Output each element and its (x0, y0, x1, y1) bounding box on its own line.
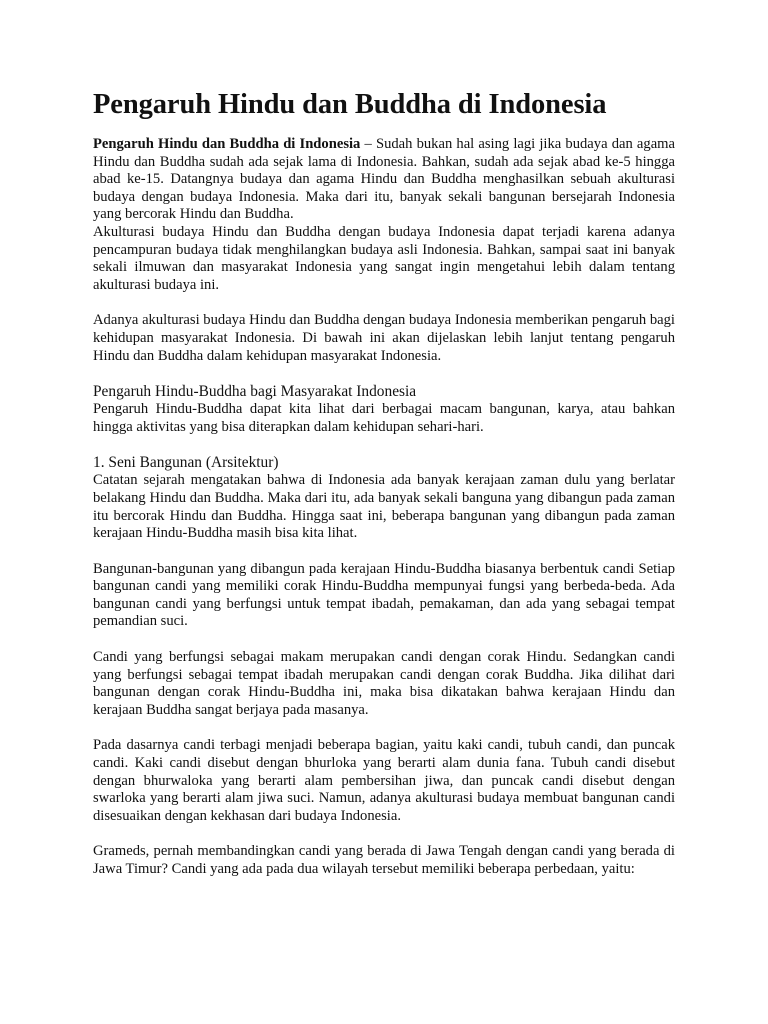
bangunan-paragraph: Bangunan-bangunan yang dibangun pada kerajaan Hindu-Buddha biasanya berbentuk candi Setiap bangunan candi yang memiliki corak Hindu-Buddha mempunyai fungsi yang berbeda-beda. Ada bangunan candi yang berfungsi untuk tempat ibadah, pemakaman, dan ada yang sebagai tempat pemandian suci. (93, 560, 675, 630)
akulturasi-paragraph: Akulturasi budaya Hindu dan Buddha dengan budaya Indonesia dapat terjadi karena adanya pencampuran budaya tidak menghilangkan budaya asli Indonesia. Bahkan, sampai saat ini banyak sekali ilmuwan dan masyarakat Indonesia yang sangat ingin mengetahui lebih dalam tentang akulturasi budaya ini. (93, 223, 675, 293)
page-title: Pengaruh Hindu dan Buddha di Indonesia (93, 89, 607, 120)
intro-paragraph (93, 136, 675, 224)
section-heading-masyarakat: Pengaruh Hindu-Buddha bagi Masyarakat Indonesia (93, 383, 417, 401)
document-body (93, 88, 675, 879)
spacer (93, 436, 675, 454)
grameds-paragraph: Grameds, pernah membandingkan candi yang berada di Jawa Tengah dengan candi yang berada di Jawa Timur? Candi yang ada pada dua wilayah tersebut memiliki beberapa perbedaan, yaitu: (93, 843, 675, 877)
section-text-arsitektur: Catatan sejarah mengatakan bahwa di Indonesia ada banyak kerajaan zaman dulu yang berlatar belakang Hindu dan Buddha. Maka dari itu, ada banyak sekali banguna yang dibangun pada zaman itu bercorak Hindu dan Buddha. Hingga saat ini, beberapa bangunan yang dibangun pada zaman kerajaan Hindu-Buddha masih bisa kita lihat. (93, 472, 675, 542)
section-text-masyarakat: Pengaruh Hindu-Buddha dapat kita lihat dari berbagai macam bangunan, karya, atau bahkan hingga aktivitas yang bisa diterapkan dalam kehidupan sehari-hari. (93, 401, 675, 435)
intro-lead: Pengaruh Hindu dan Buddha di Indonesia (93, 136, 361, 152)
spacer (93, 365, 675, 383)
spacer (93, 631, 675, 649)
pengaruh-paragraph: Adanya akulturasi budaya Hindu dan Buddha dengan budaya Indonesia memberikan pengaruh bagi kehidupan masyarakat Indonesia. Di bawah ini akan dijelaskan lebih lanjut tentang pengaruh Hindu dan Buddha dalam kehidupan masyarakat Indonesia. (93, 312, 675, 364)
spacer (93, 719, 675, 737)
spacer (93, 543, 675, 561)
spacer (93, 825, 675, 843)
intro-text: – Sudah bukan hal asing lagi jika budaya dan agama Hindu dan Buddha sudah ada sejak lama di Indonesia. Bahkan, sudah ada sejak abad ke-5 hingga abad ke-15. Datangnya budaya dan agama Hindu dan Buddha menghasilkan sebuah akulturasi budaya dengan budaya Indonesia. Maka dari itu, banyak sekali bangunan bersejarah Indonesia yang bercorak Hindu dan Buddha. (93, 136, 675, 223)
spacer (93, 294, 675, 312)
candi-paragraph: Candi yang berfungsi sebagai makam merupakan candi dengan corak Hindu. Sedangkan candi yang berfungsi sebagai tempat ibadah merupakan candi dengan corak Buddha. Jika dilihat dari bangunan dengan corak Hindu-Buddha ini, maka bisa dikatakan bahwa kerajaan Hindu dan kerajaan Buddha sangat berjaya pada masanya. (93, 649, 675, 718)
section-heading-arsitektur: 1. Seni Bangunan (Arsitektur) (93, 454, 279, 472)
dasar-candi-paragraph: Pada dasarnya candi terbagi menjadi beberapa bagian, yaitu kaki candi, tubuh candi, dan puncak candi. Kaki candi disebut dengan bhurloka yang berarti alam dunia fana. Tubuh candi disebut dengan bhurwaloka yang berarti alam pembersihan jiwa, dan puncak candi disebut dengan swarloka yang berarti alam jiwa suci. Namun, adanya akulturasi budaya membuat bangunan candi disesuaikan dengan kekhasan dari budaya Indonesia. (93, 737, 675, 824)
